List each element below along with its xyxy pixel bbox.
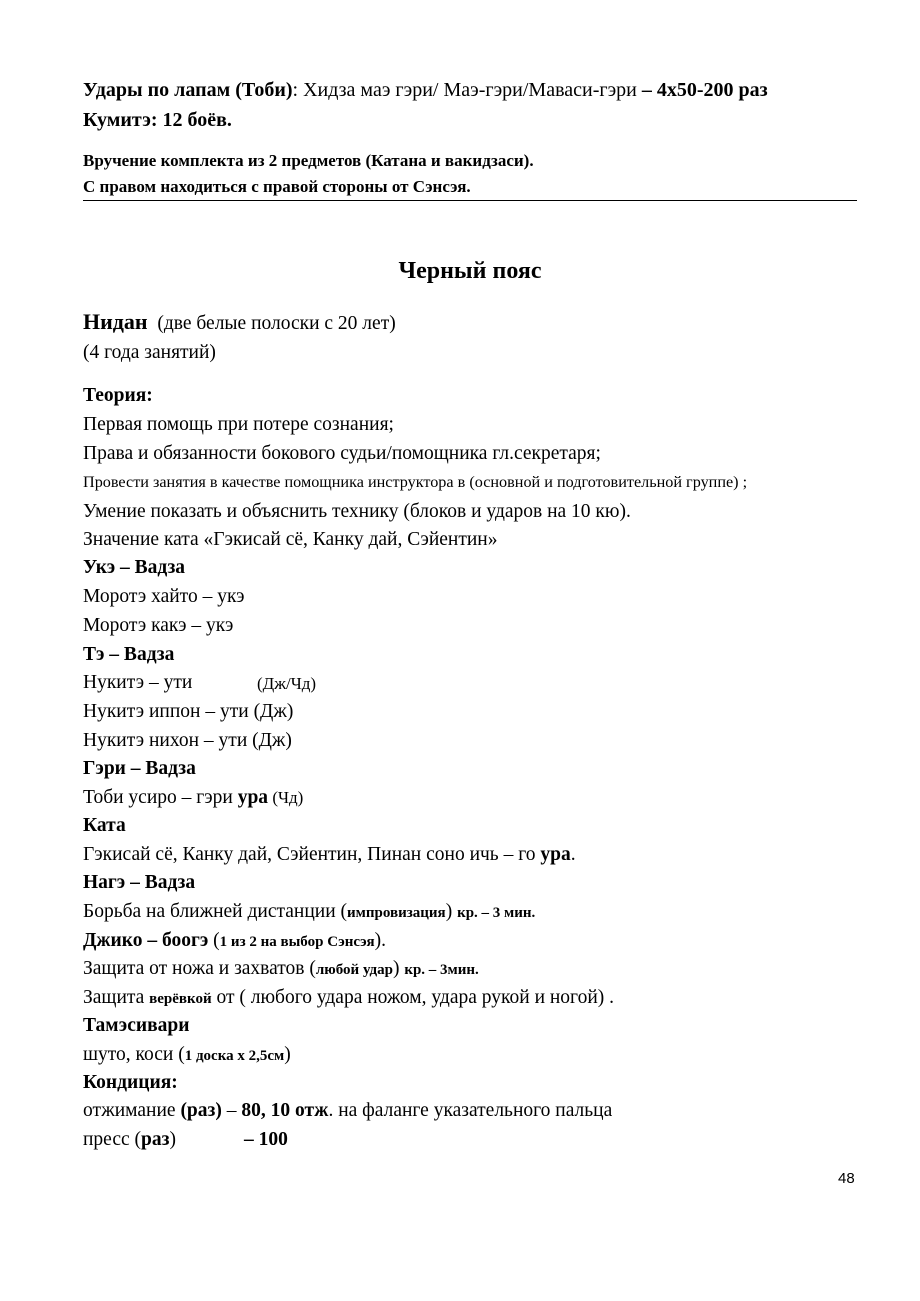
cond-heading: Кондиция: bbox=[83, 1072, 178, 1093]
geri-heading: Гэри – Вадза bbox=[83, 758, 196, 779]
kicks-line bbox=[83, 80, 768, 100]
geri-line-1 bbox=[83, 788, 303, 808]
cond-line-1-dash: – bbox=[221, 1100, 242, 1121]
jiko-line-2-text: Защита bbox=[83, 987, 150, 1008]
page-number: 48 bbox=[838, 1170, 855, 1187]
kicks-count: – 4х50-200 раз bbox=[636, 79, 768, 101]
jiko-line-1-round: кр. – 3мин. bbox=[404, 962, 479, 978]
jiko-line-2-rope: верёвкой bbox=[149, 991, 212, 1007]
tames-line-1-text: шуто, коси ( bbox=[83, 1044, 185, 1065]
theory-line-5: Значение ката «Гэкисай сё, Канку дай, Сэйентин» bbox=[83, 529, 498, 550]
cond-line-2-count: – 100 bbox=[244, 1129, 288, 1150]
te-line-1-text: Нукитэ – ути bbox=[83, 672, 193, 693]
nage-heading: Нагэ – Вадза bbox=[83, 872, 196, 893]
cond-line-1-text: отжимание bbox=[83, 1100, 181, 1121]
tames-line-1-board: 1 доска х 2,5см bbox=[184, 1048, 285, 1064]
kata-line-1-text: Гэкисай сё, Канку дай, Сэйентин, Пинан соно ичь – го bbox=[83, 844, 541, 865]
kicks-label: Удары по лапам (Тоби) bbox=[83, 79, 293, 101]
nage-line-1 bbox=[83, 902, 535, 922]
theory-line-2: Права и обязанности бокового судьи/помощника гл.секретаря; bbox=[83, 443, 601, 464]
kicks-text: : Хидза маэ гэри/ Маэ-гэри/Маваси-гэри bbox=[292, 79, 637, 101]
cond-line-2-unit: раз bbox=[141, 1129, 170, 1150]
theory-heading: Теория: bbox=[83, 385, 153, 406]
jiko-heading-choice: 1 из 2 на выбор Сэнсэя bbox=[219, 934, 375, 950]
award-line: Вручение комплекта из 2 предметов (Катана и вакидзаси). bbox=[83, 151, 534, 170]
cond-line-2-close: ) bbox=[169, 1129, 176, 1150]
te-heading: Тэ – Вадза bbox=[83, 644, 175, 665]
jiko-heading-close: ). bbox=[374, 930, 386, 951]
theory-line-4: Умение показать и объяснить технику (блоков и ударов на 10 кю). bbox=[83, 501, 631, 522]
te-line-1-note: (Дж/Чд) bbox=[257, 674, 317, 693]
uke-line-1: Моротэ хайто – укэ bbox=[83, 586, 245, 607]
jiko-heading-title: Джико – боогэ bbox=[83, 930, 209, 951]
uke-heading: Укэ – Вадза bbox=[83, 557, 186, 578]
cond-line-1-unit: (раз) bbox=[180, 1100, 222, 1121]
tames-line-1-close: ) bbox=[284, 1044, 291, 1065]
section-divider bbox=[83, 200, 857, 201]
te-line-3: Нукитэ нихон – ути (Дж) bbox=[83, 730, 292, 751]
cond-line-1-count: 80, 10 отж bbox=[241, 1100, 329, 1121]
jiko-line-1-close: ) bbox=[392, 958, 405, 979]
nage-line-1-close: ) bbox=[445, 901, 458, 922]
kata-line-1-end: . bbox=[570, 844, 576, 865]
cond-line-2-text: пресс ( bbox=[83, 1129, 142, 1150]
jiko-line-2 bbox=[83, 988, 614, 1008]
nidan-desc: (две белые полоски с 20 лет) bbox=[157, 313, 396, 334]
jiko-line-1 bbox=[83, 959, 479, 979]
tames-heading: Тамэсивари bbox=[83, 1015, 190, 1036]
jiko-line-2-rest: от ( любого удара ножом, удара рукой и ногой) . bbox=[211, 987, 615, 1008]
nage-line-1-text: Борьба на ближней дистанции ( bbox=[83, 901, 348, 922]
nidan-name: Нидан bbox=[83, 309, 148, 334]
nage-line-1-round: кр. – 3 мин. bbox=[457, 905, 536, 921]
kumite-line: Кумитэ: 12 боёв. bbox=[83, 109, 232, 131]
te-line-2: Нукитэ иппон – ути (Дж) bbox=[83, 701, 294, 722]
kata-line-1 bbox=[83, 845, 576, 865]
page-title: Черный пояс bbox=[398, 258, 542, 284]
te-line-1 bbox=[83, 672, 317, 693]
cond-line-1-rest: . на фаланге указательного пальца bbox=[328, 1100, 613, 1121]
theory-line-1: Первая помощь при потере сознания; bbox=[83, 414, 394, 435]
geri-line-1-ura: ура bbox=[237, 787, 269, 808]
kata-line-1-ura: ура bbox=[540, 844, 571, 865]
tames-line-1 bbox=[83, 1045, 291, 1065]
theory-line-3: Провести занятия в качестве помощника инструктора в (основной и подготовительной группе) ; bbox=[83, 473, 748, 491]
geri-line-1-note: (Чд) bbox=[268, 788, 304, 807]
cond-line-2 bbox=[83, 1129, 288, 1150]
cond-line-1 bbox=[83, 1101, 612, 1121]
right-side-line: С правом находиться с правой стороны от Сэнсэя. bbox=[83, 177, 471, 196]
nidan-years: (4 года занятий) bbox=[83, 342, 216, 363]
jiko-heading-open: ( bbox=[208, 930, 220, 951]
nidan-line bbox=[83, 311, 396, 334]
uke-line-2: Моротэ какэ – укэ bbox=[83, 615, 234, 636]
jiko-line-1-any: любой удар bbox=[315, 962, 393, 978]
jiko-heading bbox=[83, 931, 386, 951]
nage-line-1-impro: импровизация bbox=[347, 905, 446, 921]
kata-heading: Ката bbox=[83, 815, 126, 836]
geri-line-1-text: Тоби усиро – гэри bbox=[83, 787, 238, 808]
jiko-line-1-text: Защита от ножа и захватов ( bbox=[83, 958, 316, 979]
